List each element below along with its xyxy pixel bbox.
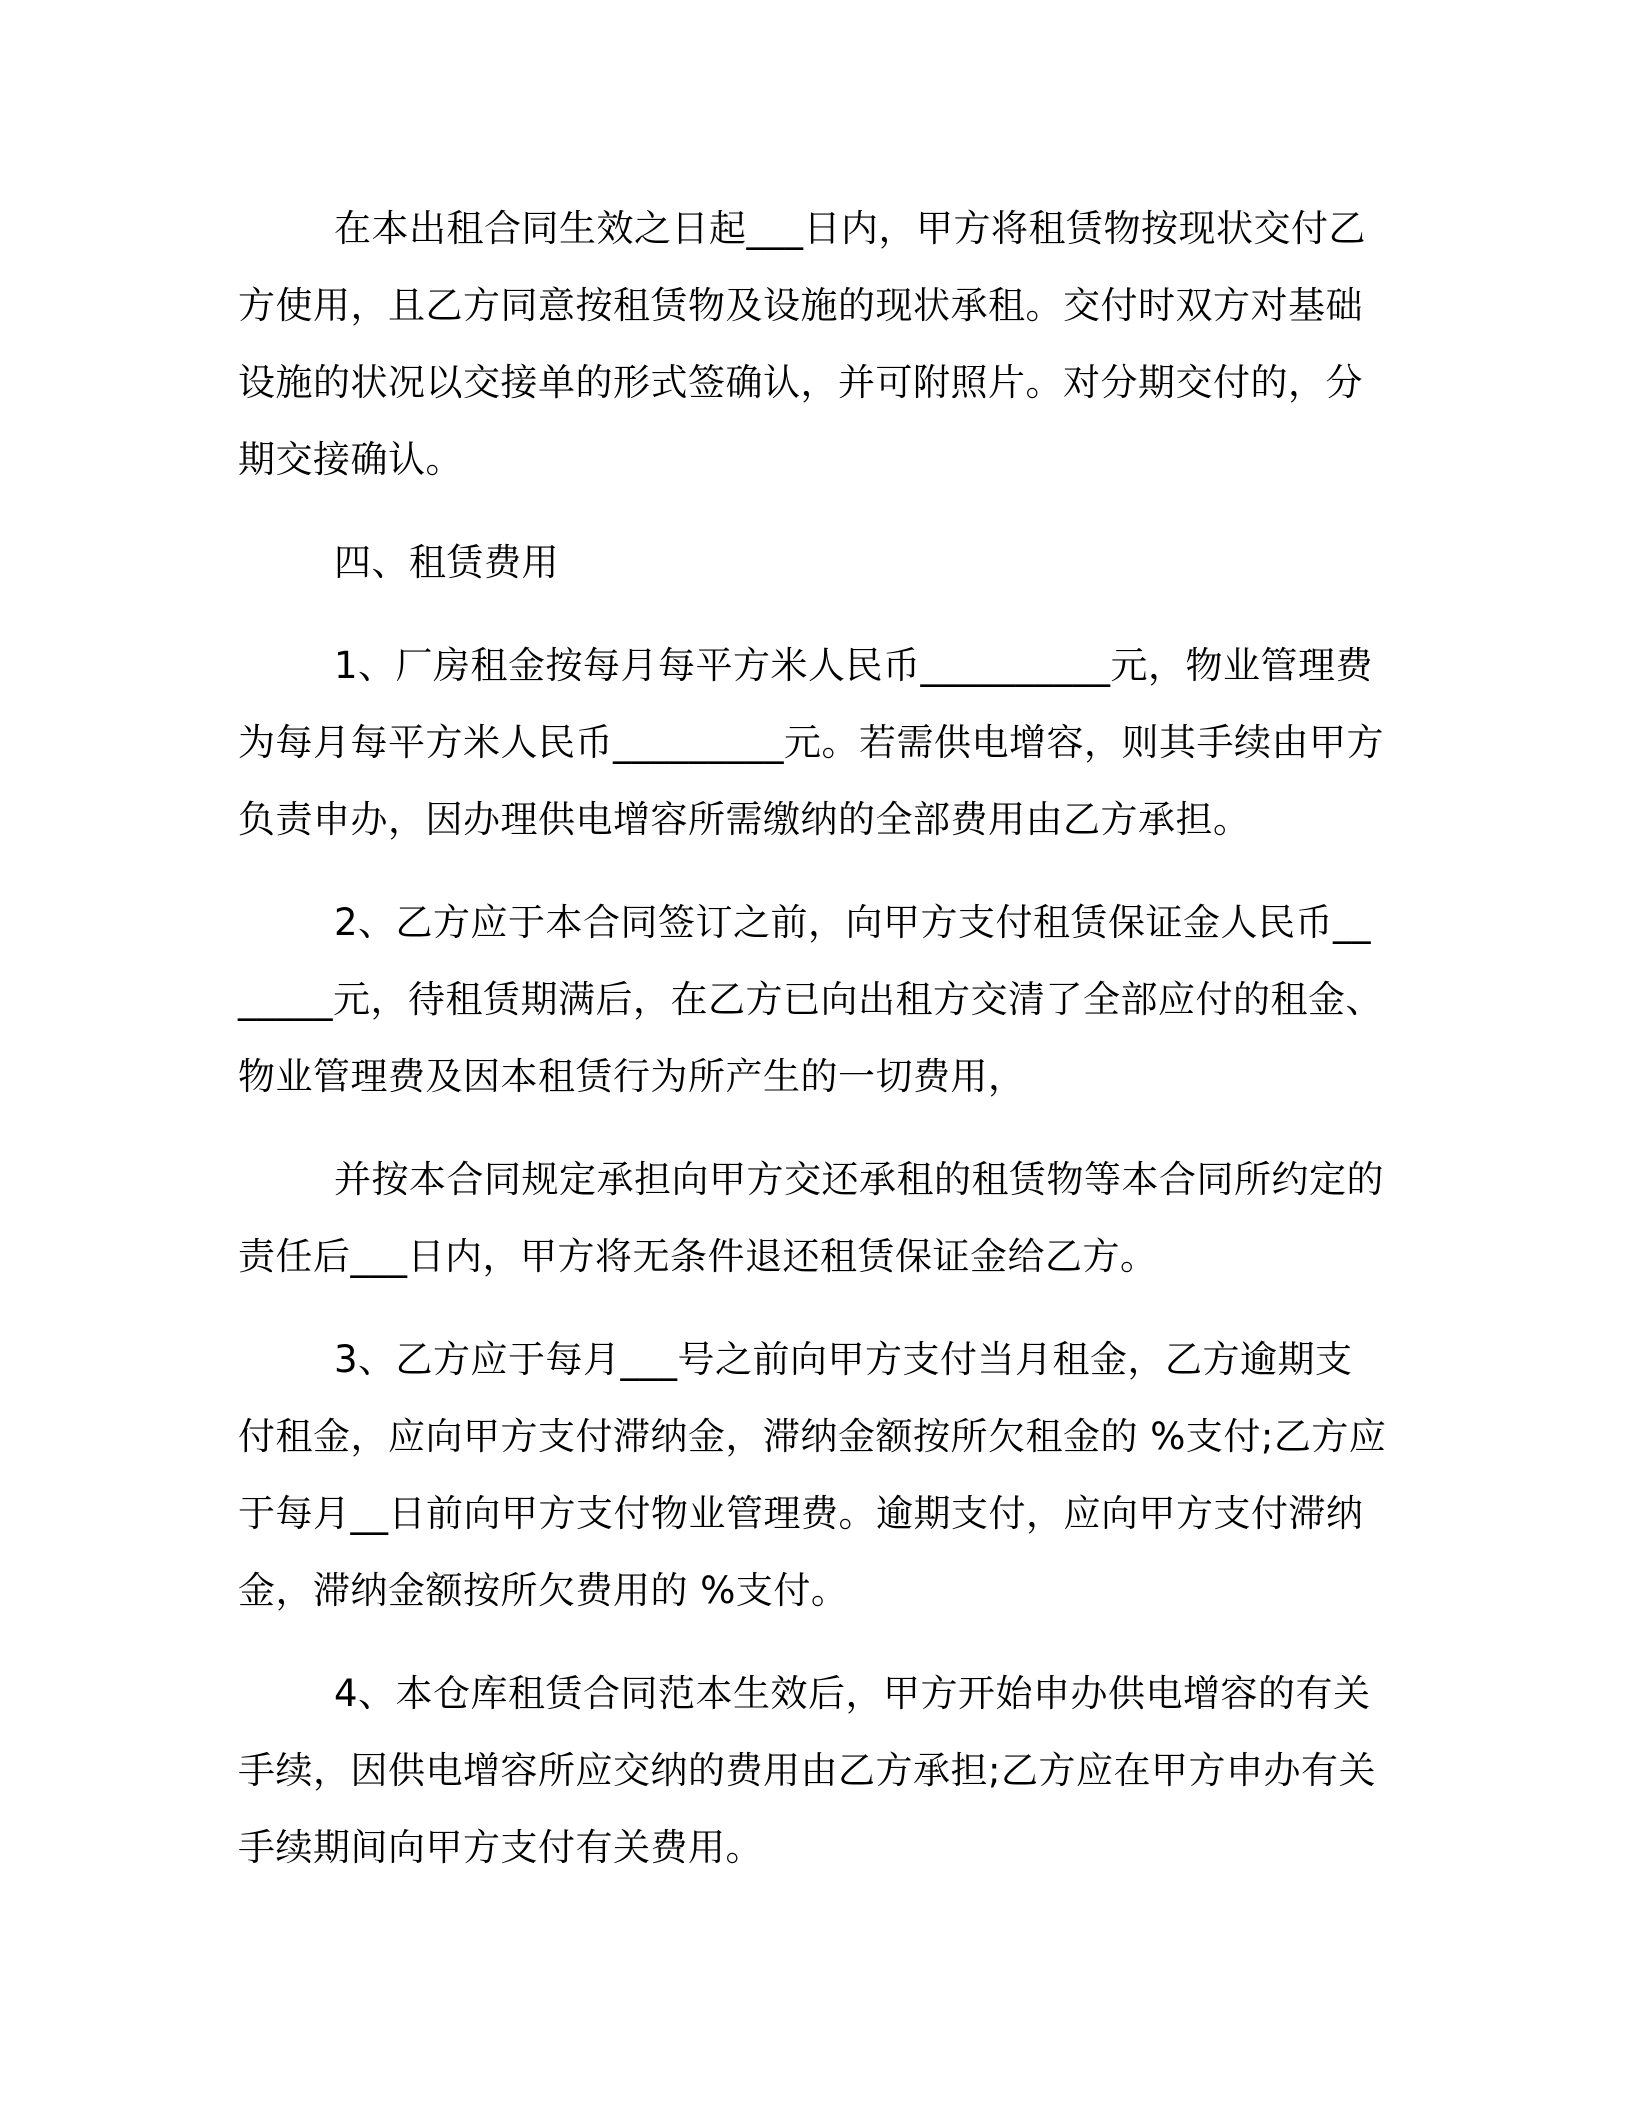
paragraph-delivery: 在本出租合同生效之日起___日内，甲方将租赁物按现状交付乙方使用，且乙方同意按租赁物及设施的现状承租。交付时双方对基础设施的状况以交接单的形式签确认，并可附照片。对分期交付的，分期交接确认。 bbox=[238, 207, 1366, 481]
paragraph-clause-4: 4、本仓库租赁合同范本生效后，甲方开始申办供电增容的有关手续，因供电增容所应交纳的费用由乙方承担;乙方应在甲方申办有关手续期间向甲方支付有关费用。 bbox=[238, 1672, 1376, 1869]
section-heading-rental-fees: 四、租赁费用 bbox=[334, 541, 559, 584]
document-body bbox=[238, 190, 1388, 1886]
paragraph-clause-2: 2、乙方应于本合同签订之前，向甲方支付租赁保证金人民币_______元，待租赁期满后，在乙方已向出租方交清了全部应付的租金、物业管理费及因本租赁行为所产生的一切费用， bbox=[238, 901, 1383, 1098]
paragraph-clause-2-continued: 并按本合同规定承担向甲方交还承租的租赁物等本合同所约定的责任后___日内，甲方将无条件退还租赁保证金给乙方。 bbox=[238, 1158, 1384, 1278]
paragraph-clause-3: 3、乙方应于每月___号之前向甲方支付当月租金，乙方逾期支付租金，应向甲方支付滞纳金，滞纳金额按所欠租金的 %支付;乙方应于每月__日前向甲方支付物业管理费。逾期支付，应向甲方支付滞纳金，滞纳金额按所欠费用的 %支付。 bbox=[238, 1338, 1387, 1612]
paragraph-clause-1: 1、厂房租金按每月每平方米人民币__________元，物业管理费为每月每平方米人民币_________元。若需供电增容，则其手续由甲方负责申办，因办理供电增容所需缴纳的全部费用由乙方承担。 bbox=[238, 644, 1384, 841]
